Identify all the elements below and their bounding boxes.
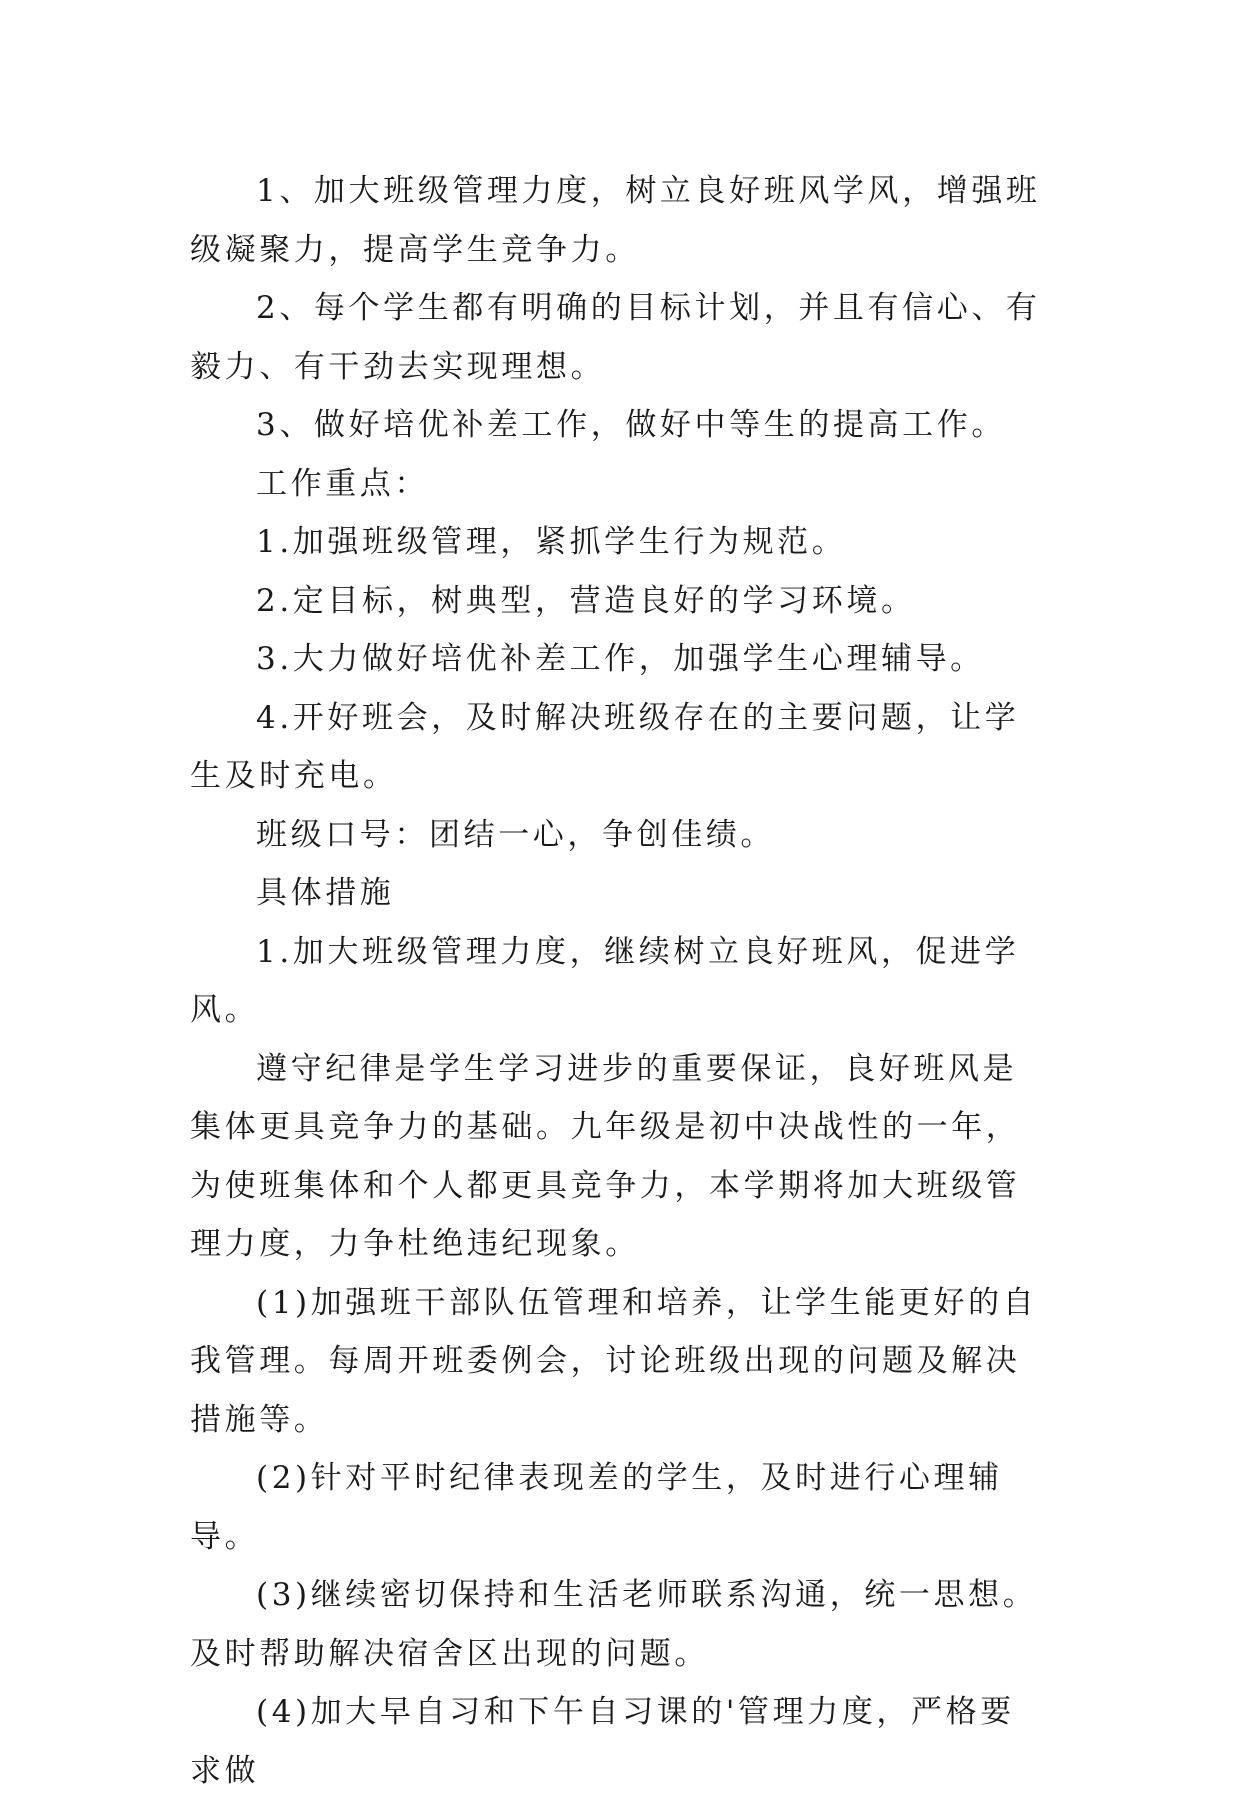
paragraph-focus-1: 1.加强班级管理，紧抓学生行为规范。 (256, 524, 847, 560)
paragraph-focus-3: 3.大力做好培优补差工作，加强学生心理辅导。 (256, 641, 985, 677)
paragraph-focus-4: 4.开好班会，及时解决班级存在的主要问题，让学生及时充电。 (190, 699, 1020, 794)
section-heading-focus: 工作重点： (256, 465, 429, 502)
paragraph-goal-1: 1、加大班级管理力度，树立良好班风学风，增强班级凝聚力，提高学生竞争力。 (190, 173, 1041, 268)
paragraph-sub-4: (4)加大早自习和下午自习课的'管理力度，严格要求做 (190, 1694, 1015, 1789)
paragraph-slogan: 班级口号：团结一心，争创佳绩。 (256, 816, 775, 853)
paragraph-sub-1: (1)加强班干部队伍管理和培养，让学生能更好的自我管理。每周开班委例会，讨论班级出现的问题及解决措施等。 (190, 1284, 1038, 1438)
document-body (190, 162, 1045, 1800)
paragraph-measure-1: 1.加大班级管理力度，继续树立良好班风，促进学风。 (190, 933, 1020, 1028)
paragraph-goal-3: 3、做好培优补差工作，做好中等生的提高工作。 (256, 407, 1006, 443)
paragraph-discipline: 遵守纪律是学生学习进步的重要保证，良好班风是集体更具竞争力的基础。九年级是初中决战性的一年，为使班集体和个人都更具竞争力，本学期将加大班级管理力度，力争杜绝违纪现象。 (190, 1050, 1021, 1262)
section-heading-measures: 具体措施 (256, 875, 395, 911)
paragraph-sub-3: (3)继续密切保持和生活老师联系沟通，统一思想。及时帮助解决宿舍区出现的问题。 (190, 1577, 1038, 1672)
paragraph-focus-2: 2.定目标，树典型，营造良好的学习环境。 (256, 582, 916, 619)
paragraph-sub-2: (2)针对平时纪律表现差的学生，及时进行心理辅导。 (190, 1460, 1003, 1555)
paragraph-goal-2: 2、每个学生都有明确的目标计划，并且有信心、有毅力、有干劲去实现理想。 (190, 290, 1041, 385)
